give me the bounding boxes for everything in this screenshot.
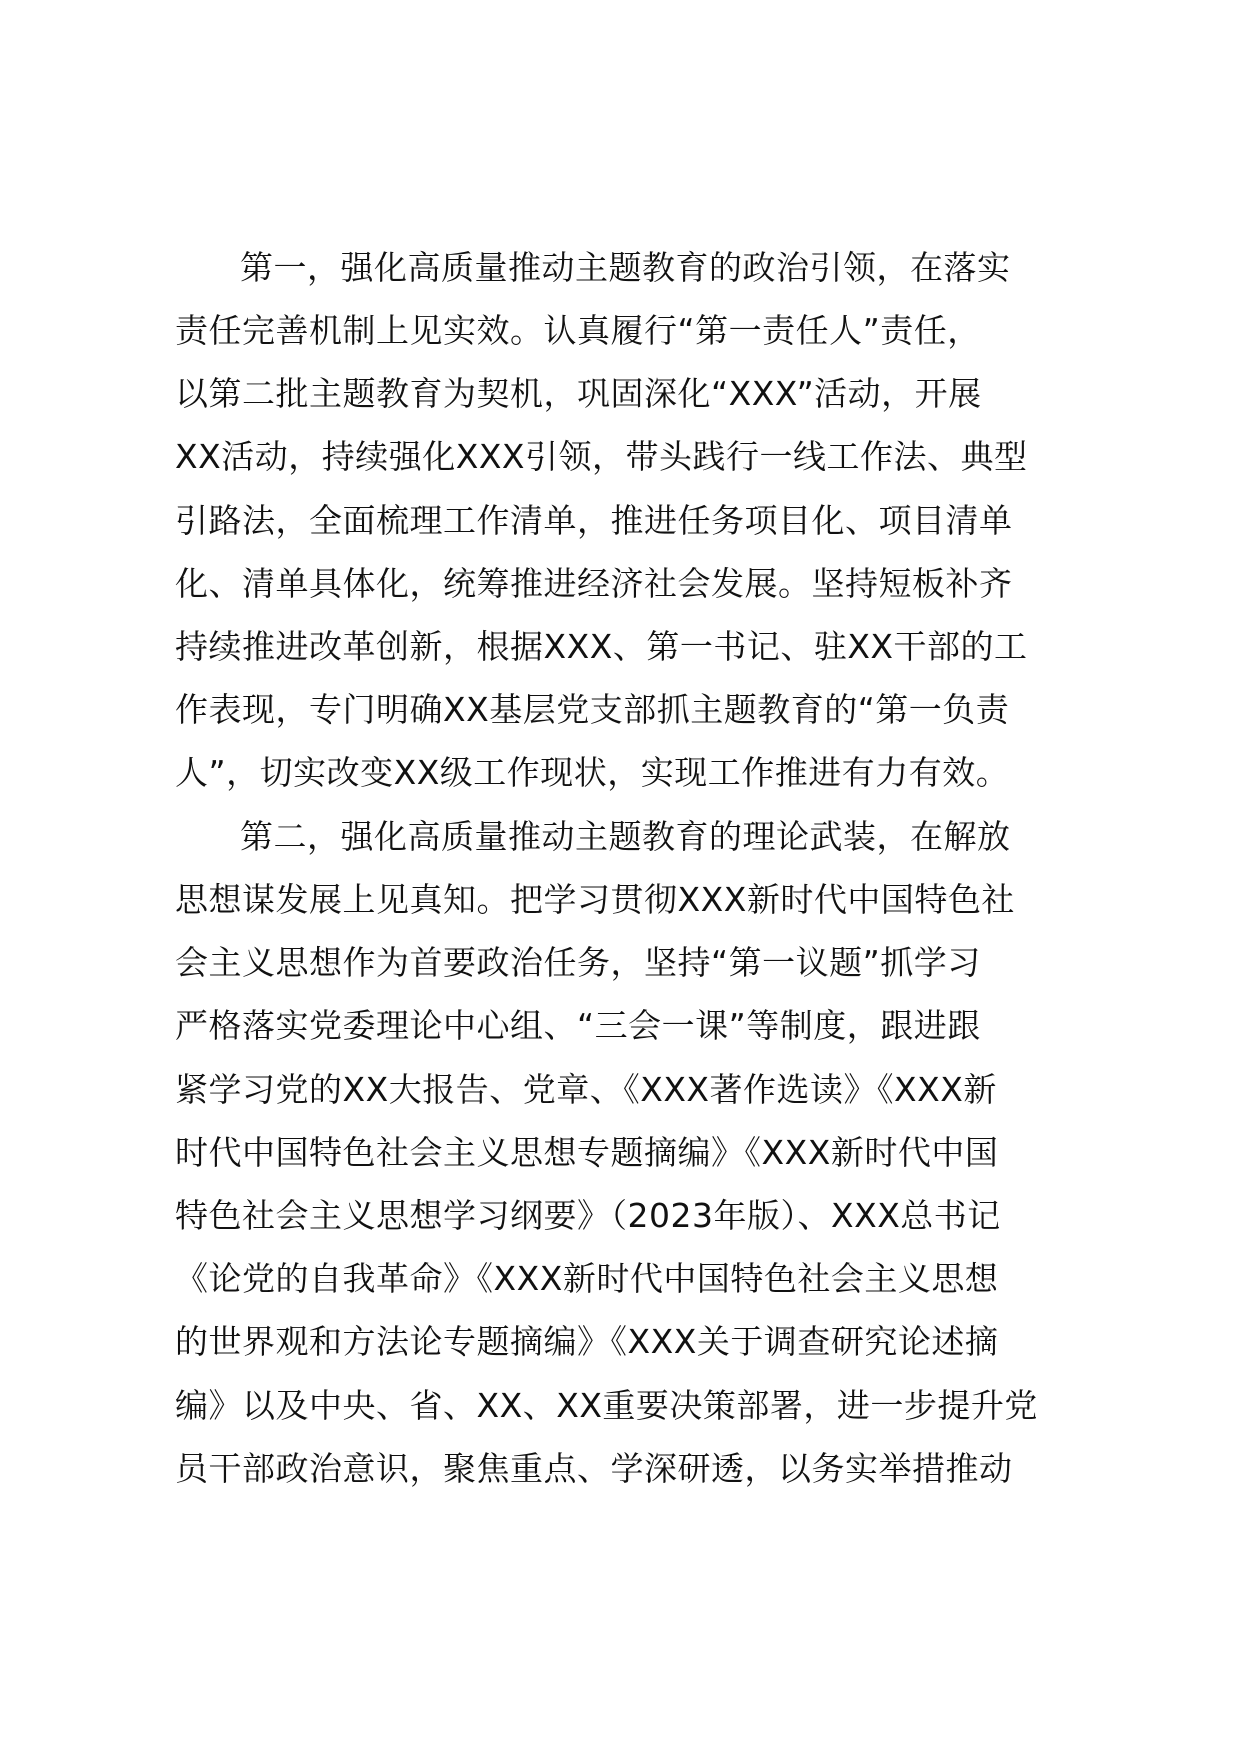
paragraph-2-line-2: 思想谋发展上见真知。把学习贯彻XXX新时代中国特色社 — [175, 880, 1015, 919]
paragraph-2-line-11: 员干部政治意识，聚焦重点、学深研透，以务实举措推动 — [175, 1449, 1013, 1488]
paragraph-2-line-7: 特色社会主义思想学习纲要》（2023年版）、XXX总书记 — [175, 1196, 1001, 1235]
paragraph-2-line-4: 严格落实党委理论中心组、“三会一课”等制度，跟进跟 — [175, 1006, 981, 1045]
paragraph-2-line-9: 的世界观和方法论专题摘编》《XXX关于调查研究论述摘 — [175, 1322, 999, 1361]
paragraph-1-line-6: 化、清单具体化，统筹推进经济社会发展。坚持短板补齐 — [175, 564, 1013, 603]
paragraph-1-line-9: 人”，切实改变XX级工作现状，实现工作推进有力有效。 — [175, 753, 1010, 792]
paragraph-2-line-1: 第二，强化高质量推动主题教育的理论武装，在解放 — [240, 817, 1011, 856]
paragraph-2-line-6: 时代中国特色社会主义思想专题摘编》《XXX新时代中国 — [175, 1133, 999, 1172]
paragraph-2-line-10: 编》以及中央、省、XX、XX重要决策部署，进一步提升党 — [175, 1386, 1038, 1425]
paragraph-1-line-7: 持续推进改革创新，根据XXX、第一书记、驻XX干部的工 — [175, 627, 1028, 666]
paragraph-1-line-5: 引路法，全面梳理工作清单，推进任务项目化、项目清单 — [175, 501, 1013, 540]
paragraph-1-line-4: XX活动，持续强化XXX引领，带头践行一线工作法、典型 — [175, 437, 1028, 476]
paragraph-2-line-3: 会主义思想作为首要政治任务，坚持“第一议题”抓学习 — [175, 943, 981, 982]
paragraph-2-line-5: 紧学习党的XX大报告、党章、《XXX著作选读》《XXX新 — [175, 1070, 997, 1109]
paragraph-2-line-8: 《论党的自我革命》《XXX新时代中国特色社会主义思想 — [175, 1259, 999, 1298]
paragraph-1-line-2: 责任完善机制上见实效。认真履行“第一责任人”责任， — [175, 311, 981, 350]
paragraph-1-line-3: 以第二批主题教育为契机，巩固深化“XXX”活动，开展 — [175, 374, 982, 413]
paragraph-1-line-1: 第一，强化高质量推动主题教育的政治引领，在落实 — [240, 248, 1011, 287]
paragraph-1-line-8: 作表现，专门明确XX基层党支部抓主题教育的“第一负责 — [175, 690, 1010, 729]
